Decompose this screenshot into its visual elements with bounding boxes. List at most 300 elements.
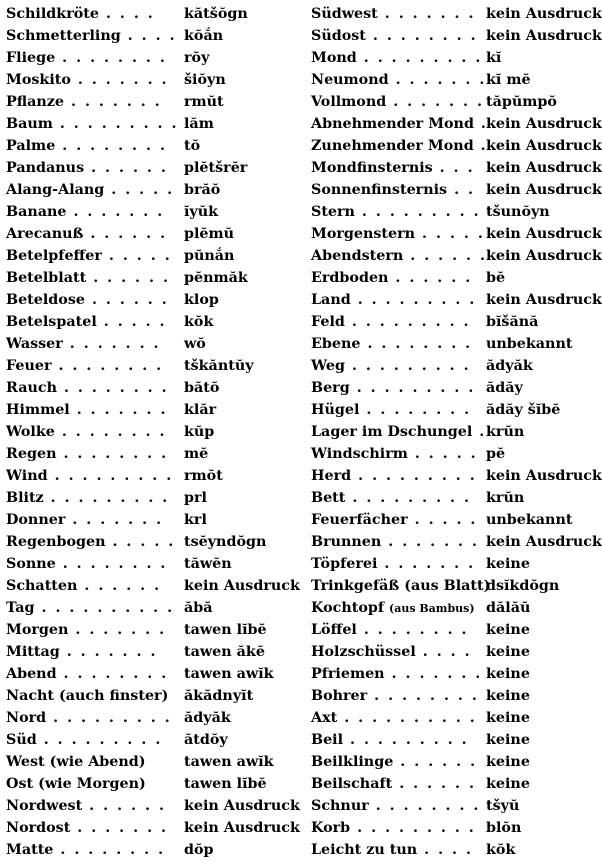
entry-translation: pŭnắn (184, 248, 235, 264)
entry-translation: ăbă (184, 600, 213, 616)
entry-term (311, 751, 486, 773)
entry-term (6, 355, 184, 377)
term-text: Feld (311, 314, 345, 330)
entry-translation: kein Ausdruck (486, 6, 602, 22)
vocabulary-entry (6, 245, 302, 267)
entry-term (311, 399, 486, 421)
entry-translation: dŏp (184, 842, 214, 858)
term-text: Südwest (311, 6, 378, 22)
entry-term (311, 179, 486, 201)
leader-dots: . . . . . . (86, 270, 170, 286)
entry-translation: mĕ (184, 446, 209, 462)
term-text: Korb (311, 820, 351, 836)
vocabulary-entry (6, 641, 302, 663)
leader-dots: . . . . . . (403, 248, 487, 264)
entry-term (6, 267, 184, 289)
term-text: Pflanze (6, 94, 65, 110)
entry-term (311, 69, 486, 91)
leader-dots: . . . . . . . . (56, 666, 169, 682)
entry-term (311, 377, 486, 399)
leader-dots: . . . . . . . (377, 556, 476, 572)
entry-translation: tawen awĭk (184, 666, 274, 682)
leader-dots: . . . . . (96, 314, 167, 330)
leader-dots: . . . . . . . (66, 204, 165, 220)
vocabulary-entry (6, 773, 302, 795)
leader-dots: . . . . . . . (70, 72, 169, 88)
entry-translation: wŏ (184, 336, 206, 352)
term-text: Fliege (6, 50, 56, 66)
vocabulary-entry (6, 729, 302, 751)
entry-translation: pĕ (486, 446, 506, 462)
entry-term (311, 223, 486, 245)
leader-dots: . . . . . . . . . (345, 490, 471, 506)
term-text: Schatten (6, 578, 78, 594)
entry-translation: kŭp (184, 424, 215, 440)
entry-term (311, 773, 486, 795)
entry-translation: dălăŭ (486, 600, 531, 616)
term-text: Lager im Dschungel (311, 424, 473, 440)
term-text: Rauch (6, 380, 57, 396)
term-text: Palme (6, 138, 56, 154)
leader-dots: . . . . . . . (62, 336, 161, 352)
entry-term (6, 47, 184, 69)
entry-term (311, 47, 486, 69)
entry-term (311, 333, 486, 355)
leader-dots: . . . . . . (393, 754, 478, 770)
vocabulary-entry (311, 707, 600, 729)
vocabulary-entry (311, 817, 600, 839)
entry-term (6, 685, 184, 707)
leader-dots: . . . . . . . . (56, 446, 169, 462)
entry-term (6, 597, 184, 619)
entry-term (6, 333, 184, 355)
entry-term (311, 817, 486, 839)
entry-term (6, 399, 184, 421)
entry-term (311, 443, 486, 465)
entry-translation: kein Ausdruck (486, 116, 602, 132)
leader-dots: . (473, 116, 488, 132)
leader-dots: . . . . . . . . . (354, 204, 481, 220)
entry-term (311, 729, 486, 751)
entry-translation: unbekannt (486, 512, 573, 528)
term-text: Bett (311, 490, 346, 506)
entry-translation: tawen ăkĕ (184, 644, 265, 660)
entry-translation: prl (184, 490, 207, 506)
term-text: Himmel (6, 402, 70, 418)
vocabulary-entry (6, 795, 302, 817)
entry-translation: keine (486, 556, 530, 572)
entry-translation: kein Ausdruck (486, 534, 602, 550)
term-text: Abnehmender Mond (311, 116, 474, 132)
vocabulary-entry (6, 47, 302, 69)
entry-translation: bĭšănă (486, 314, 539, 330)
leader-dots: . . . . . . . . (359, 402, 472, 418)
leader-dots: . . . . . . . . (356, 622, 469, 638)
leader-dots: . . . . . . . . . (350, 292, 477, 308)
entry-translation: unbekannt (486, 336, 573, 352)
entry-translation: keine (486, 710, 530, 726)
entry-translation: šiŏyn (184, 72, 226, 88)
entry-translation: kŏk (486, 842, 516, 858)
entry-term (311, 795, 486, 817)
leader-dots: . . . . . . . . (360, 336, 473, 352)
entry-term (311, 509, 486, 531)
vocabulary-entry (6, 311, 302, 333)
entry-term (6, 377, 184, 399)
entry-translation: pĕnmăk (184, 270, 248, 286)
entry-translation: tŏ (184, 138, 201, 154)
vocabulary-entry (6, 223, 302, 245)
leader-dots: . . . . (415, 644, 472, 660)
vocabulary-entry (311, 113, 600, 135)
term-text: Zunehmender Mond (311, 138, 474, 154)
leader-dots: . . . . . . . . (54, 424, 167, 440)
vocabulary-entry (311, 465, 600, 487)
vocabulary-entry (6, 113, 302, 135)
entry-translation: keine (486, 754, 530, 770)
term-text: Löffel (311, 622, 357, 638)
vocabulary-entry (311, 245, 600, 267)
entry-term (311, 707, 486, 729)
term-text: Schmetterling (6, 28, 121, 44)
entry-translation: tăpŭmpŏ (486, 94, 557, 110)
leader-dots: . . . . . . (84, 160, 168, 176)
leader-dots: . . . . . . . . . (46, 710, 172, 726)
entry-translation: ădăy (486, 380, 523, 396)
leader-dots: . . . . . . . (70, 820, 169, 836)
leader-dots: . . . . . . . . (53, 842, 166, 858)
entry-translation: kein Ausdruck (486, 160, 602, 176)
leader-dots: . . . . . . . (64, 94, 162, 110)
left-column (6, 3, 302, 861)
vocabulary-entry (311, 685, 600, 707)
leader-dots: . . . . . . (82, 798, 166, 814)
term-text: Trinkgefäß (aus Blatt) (311, 578, 491, 594)
vocabulary-entry (6, 179, 302, 201)
entry-translation: krŭn (486, 424, 525, 440)
leader-dots: . . . . . . . . . (343, 732, 469, 748)
term-text: Töpferei (311, 556, 378, 572)
entry-translation: tawen lĭbĕ (184, 776, 267, 792)
entry-term (311, 157, 486, 179)
entry-translation: kein Ausdruck (184, 578, 300, 594)
term-text: Wasser (6, 336, 63, 352)
entry-term (311, 421, 486, 443)
entry-term (6, 751, 184, 773)
vocabulary-entry (6, 685, 302, 707)
entry-term (311, 531, 486, 553)
entry-translation: rmŏt (184, 468, 223, 484)
entry-term (6, 25, 184, 47)
term-text: Morgen (6, 622, 69, 638)
leader-dots: . . . . . . . . . (349, 380, 476, 396)
vocabulary-entry (6, 619, 302, 641)
leader-dots: . . . . . . . . . (356, 50, 483, 66)
entry-term (6, 3, 184, 25)
entry-translation: bătŏ (184, 380, 220, 396)
term-text: Stern (311, 204, 355, 220)
term-text: Arecanuß (6, 226, 84, 242)
vocabulary-entry (311, 597, 600, 619)
leader-dots: . (473, 138, 488, 154)
entry-translation: rŏy (184, 50, 210, 66)
entry-translation: kein Ausdruck (184, 798, 300, 814)
vocabulary-entry (311, 355, 600, 377)
leader-dots: . . . . . . (388, 270, 473, 286)
entry-translation: klăr (184, 402, 217, 418)
term-text: Mondfinsternis (311, 160, 433, 176)
entry-term (311, 685, 486, 707)
vocabulary-entry (311, 839, 600, 861)
leader-dots: . . . . . . . . . (47, 468, 174, 484)
leader-dots: . . . . (120, 28, 177, 44)
entry-translation: plĕtšrĕr (184, 160, 248, 176)
vocabulary-entry (311, 641, 600, 663)
vocabulary-entry (311, 751, 600, 773)
vocabulary-entry (6, 333, 302, 355)
leader-dots: . . . . . . . . . . (34, 600, 175, 616)
entry-translation: tšyŭ (486, 798, 520, 814)
vocabulary-entry (6, 267, 302, 289)
entry-term (311, 619, 486, 641)
vocabulary-entry (311, 773, 600, 795)
term-text: Nord (6, 710, 47, 726)
vocabulary-entry (311, 289, 600, 311)
entry-term (311, 575, 491, 597)
term-text: Herd (311, 468, 352, 484)
term-text: Blitz (6, 490, 44, 506)
term-text: Süd (6, 732, 37, 748)
vocabulary-entry (311, 25, 600, 47)
vocabulary-entry (311, 663, 600, 685)
vocabulary-entry (6, 3, 302, 25)
entry-term (6, 135, 184, 157)
entry-translation: lăm (184, 116, 214, 132)
entry-translation: kein Ausdruck (184, 820, 300, 836)
leader-dots: . . . . . . . . . . (337, 710, 477, 726)
term-text: West (wie Abend) (6, 754, 146, 770)
entry-term (311, 25, 486, 47)
entry-translation: kŏắn (184, 28, 224, 44)
entry-translation: kătšŏgn (184, 6, 248, 22)
term-text: Windschirm (311, 446, 408, 462)
term-text: Morgenstern (311, 226, 416, 242)
entry-term (6, 663, 184, 685)
term-text: Ebene (311, 336, 361, 352)
term-text: Abendstern (311, 248, 404, 264)
vocabulary-entry (6, 91, 302, 113)
term-text: Schildkröte (6, 6, 99, 22)
vocabulary-entry (311, 575, 600, 597)
term-text: Beil (311, 732, 344, 748)
entry-term (6, 289, 184, 311)
leader-dots: . (472, 424, 487, 440)
leader-dots: . . . . . . . (68, 622, 167, 638)
entry-term (6, 707, 184, 729)
leader-dots: . . . . (417, 842, 473, 858)
leader-dots: . . . . . . . . . (43, 490, 170, 506)
term-text: Nacht (auch finster) (6, 688, 169, 704)
entry-translation: kein Ausdruck (486, 226, 602, 242)
entry-term (6, 465, 184, 487)
entry-term (311, 201, 486, 223)
entry-term (311, 3, 486, 25)
leader-dots: . . . . . . . (384, 666, 483, 682)
entry-term (311, 839, 486, 861)
leader-dots: . . . . . . . . (55, 50, 167, 66)
term-text: Schnur (311, 798, 369, 814)
vocabulary-entry (6, 443, 302, 465)
entry-term (311, 487, 486, 509)
vocabulary-entry (6, 465, 302, 487)
vocabulary-entry (6, 509, 302, 531)
vocabulary-entry (6, 751, 302, 773)
entry-translation: ătdŏy (184, 732, 228, 748)
entry-translation: tškăntŭy (184, 358, 254, 374)
vocabulary-entry (311, 69, 600, 91)
leader-dots: . . . . . . . . . (52, 116, 179, 132)
term-text: Land (311, 292, 351, 308)
term-text: Feuer (6, 358, 52, 374)
vocabulary-entry (6, 707, 302, 729)
vocabulary-entry (6, 663, 302, 685)
term-text: Ost (wie Morgen) (6, 776, 146, 792)
entry-translation: kĭ mĕ (486, 72, 531, 88)
vocabulary-entry (311, 223, 600, 245)
leader-dots: . . . . . . . . (51, 358, 164, 374)
vocabulary-entry (6, 69, 302, 91)
entry-term (6, 157, 184, 179)
leader-dots: . . . (432, 160, 475, 176)
vocabulary-entry (6, 157, 302, 179)
entry-term (311, 355, 486, 377)
entry-term (6, 311, 184, 333)
entry-translation: tawen awĭk (184, 754, 274, 770)
vocabulary-entry (6, 597, 302, 619)
term-text: Moskito (6, 72, 71, 88)
entry-term (6, 245, 184, 267)
vocabulary-entry (6, 553, 302, 575)
entry-term (6, 443, 184, 465)
term-text: Donner (6, 512, 66, 528)
right-column (311, 3, 600, 861)
term-text: Regen (6, 446, 57, 462)
entry-term (311, 553, 486, 575)
leader-dots: . . . . . (407, 512, 478, 528)
term-text: Brunnen (311, 534, 382, 550)
term-text: Baum (6, 116, 53, 132)
term-text: Neumond (311, 72, 389, 88)
entry-translation: keine (486, 776, 530, 792)
entry-term (6, 421, 184, 443)
entry-translation: kŏk (184, 314, 214, 330)
leader-dots: . . . . . . (392, 776, 476, 792)
entry-term (311, 267, 486, 289)
vocabulary-entry (6, 289, 302, 311)
entry-translation: tšunŏyn (486, 204, 550, 220)
entry-translation: keine (486, 622, 530, 638)
entry-term (6, 179, 184, 201)
term-text: Leicht zu tun (311, 842, 418, 858)
vocabulary-entry (6, 531, 302, 553)
vocabulary-entry (311, 553, 600, 575)
leader-dots: . . . . . . . (65, 512, 164, 528)
entry-term (311, 91, 486, 113)
entry-translation: bĕ (486, 270, 506, 286)
entry-translation: brăŏ (184, 182, 221, 198)
vocabulary-entry (6, 135, 302, 157)
term-text: Sonnenfinsternis (311, 182, 448, 198)
entry-translation: ădăy šĭbĕ (486, 402, 561, 418)
leader-dots: . . . . . . . . . (351, 468, 477, 484)
entry-translation: keine (486, 644, 530, 660)
term-text: Südost (311, 28, 366, 44)
entry-term (6, 531, 184, 553)
term-text: Alang-Alang (6, 182, 105, 198)
entry-translation: dsĭkdŏgn (486, 578, 560, 594)
leader-dots: . . . . . . . . (56, 380, 169, 396)
vocabulary-entry (311, 157, 600, 179)
term-text: Bohrer (311, 688, 368, 704)
entry-translation: plĕmŭ (184, 226, 235, 242)
leader-dots: . . . . . . . (377, 6, 476, 22)
entry-term (311, 245, 486, 267)
vocabulary-entry (6, 355, 302, 377)
leader-dots: . . . . . . . . . (344, 314, 471, 330)
vocabulary-entry (311, 91, 600, 113)
entry-term (6, 795, 184, 817)
leader-dots: . . . . . . (85, 292, 169, 308)
vocabulary-entry (311, 443, 600, 465)
entry-translation: tsĕyndŏgn (184, 534, 267, 550)
entry-term (6, 641, 184, 663)
entry-term (6, 487, 184, 509)
vocabulary-entry (311, 487, 600, 509)
leader-dots: . . . . . . . (386, 94, 484, 110)
term-text: Sonne (6, 556, 56, 572)
vocabulary-entry (311, 179, 600, 201)
entry-term (6, 575, 184, 597)
entry-term (6, 619, 184, 641)
vocabulary-entry (311, 267, 600, 289)
vocabulary-entry (6, 25, 302, 47)
entry-translation: keine (486, 732, 530, 748)
entry-translation: kein Ausdruck (486, 28, 602, 44)
entry-translation: ădyăk (184, 710, 231, 726)
entry-translation: kein Ausdruck (486, 182, 602, 198)
term-text: Nordost (6, 820, 71, 836)
entry-term (6, 201, 184, 223)
entry-translation: kein Ausdruck (486, 292, 602, 308)
term-text: Matte (6, 842, 54, 858)
vocabulary-entry (6, 839, 302, 861)
entry-term (311, 289, 486, 311)
leader-dots: . . . . . . . (388, 72, 487, 88)
entry-term (6, 817, 184, 839)
term-text: Wolke (6, 424, 55, 440)
term-text: Betelblatt (6, 270, 87, 286)
leader-dots: . . . . . (104, 182, 175, 198)
leader-dots: . . . . . . . (381, 534, 479, 550)
leader-dots: . . . . . . . . . (344, 358, 471, 374)
vocabulary-entry (311, 311, 600, 333)
entry-translation: rmŭt (184, 94, 224, 110)
vocabulary-entry (311, 377, 600, 399)
term-text: Holzschüssel (311, 644, 416, 660)
leader-dots: . . . . . . . . (55, 556, 168, 572)
term-text: Pfriemen (311, 666, 385, 682)
term-text: Erdboden (311, 270, 389, 286)
